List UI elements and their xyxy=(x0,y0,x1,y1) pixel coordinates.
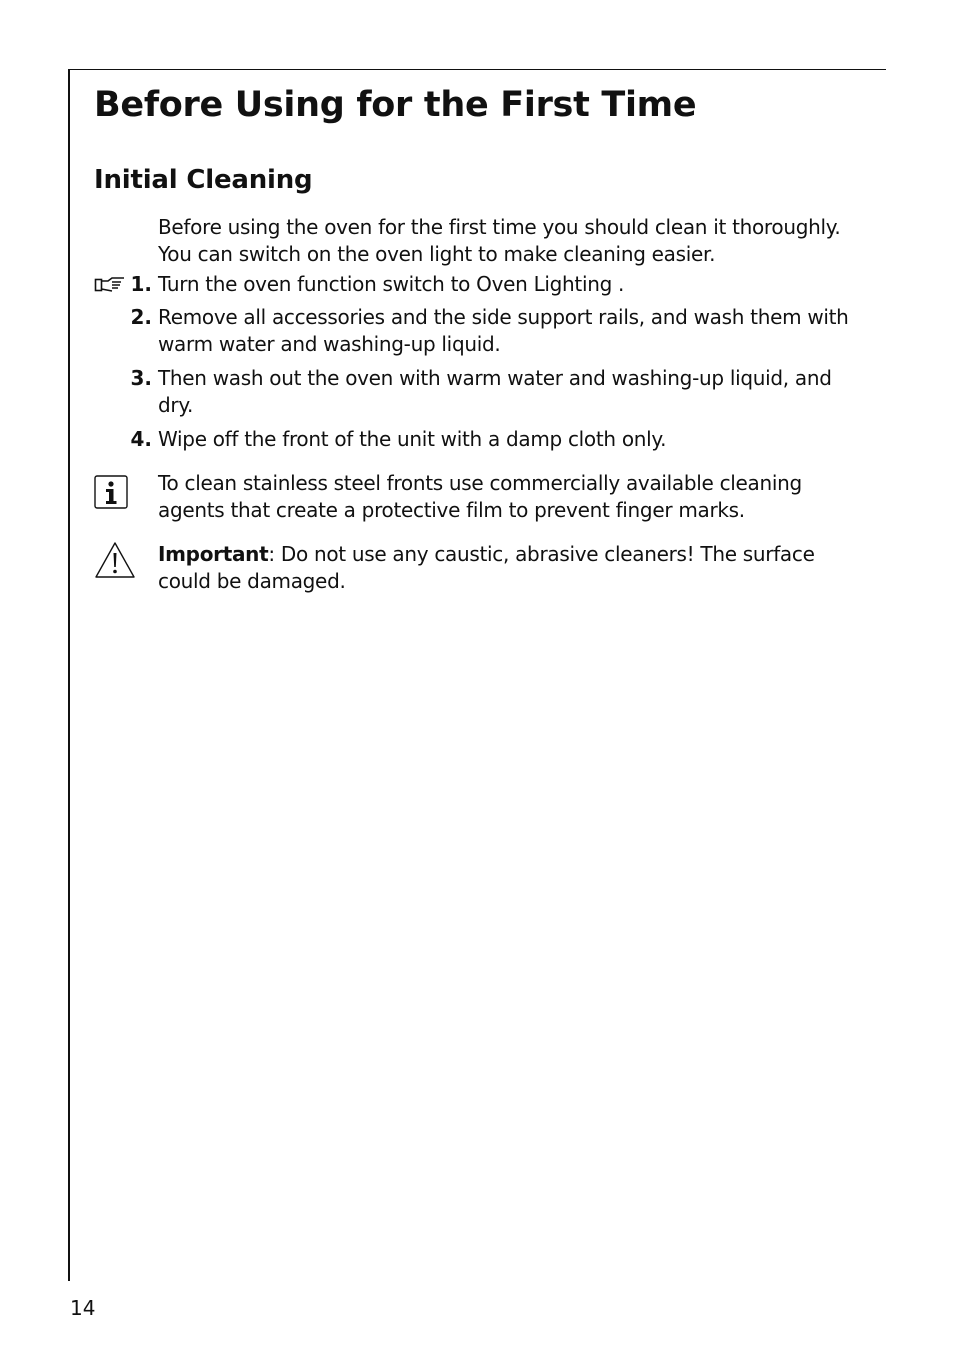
step-number: 1. xyxy=(130,272,152,296)
page-number: 14 xyxy=(70,1296,96,1320)
section-title: Initial Cleaning xyxy=(94,165,313,195)
info-note: To clean stainless steel fronts use commercially available cleaning agents that create a protective film to prevent finger marks. xyxy=(158,471,802,522)
step-text: Then wash out the oven with warm water and washing-up liquid, and dry. xyxy=(158,366,832,417)
step-text: Wipe off the front of the unit with a damp cloth only. xyxy=(158,427,667,451)
warning-note xyxy=(158,541,868,595)
top-rule xyxy=(68,69,886,70)
step-number: 3. xyxy=(130,366,152,390)
warning-triangle-icon xyxy=(94,541,136,579)
warning-label: Important xyxy=(158,542,269,566)
step-number: 4. xyxy=(130,427,152,451)
step-text: Turn the oven function switch to Oven Lighting . xyxy=(158,272,625,296)
step-text: Remove all accessories and the side support rails, and wash them with warm water and washing-up liquid. xyxy=(158,305,849,356)
pointing-hand-icon xyxy=(94,275,126,295)
page-title: Before Using for the First Time xyxy=(94,85,697,125)
warning-text: : Do not use any caustic, abrasive cleaners! The surface could be damaged. xyxy=(158,542,815,593)
left-rule xyxy=(68,69,70,1281)
info-icon xyxy=(94,475,128,509)
intro-paragraph: Before using the oven for the first time you should clean it thoroughly. You can switch on the oven light to make cleaning easier. xyxy=(158,215,841,266)
step-number: 2. xyxy=(130,305,152,329)
